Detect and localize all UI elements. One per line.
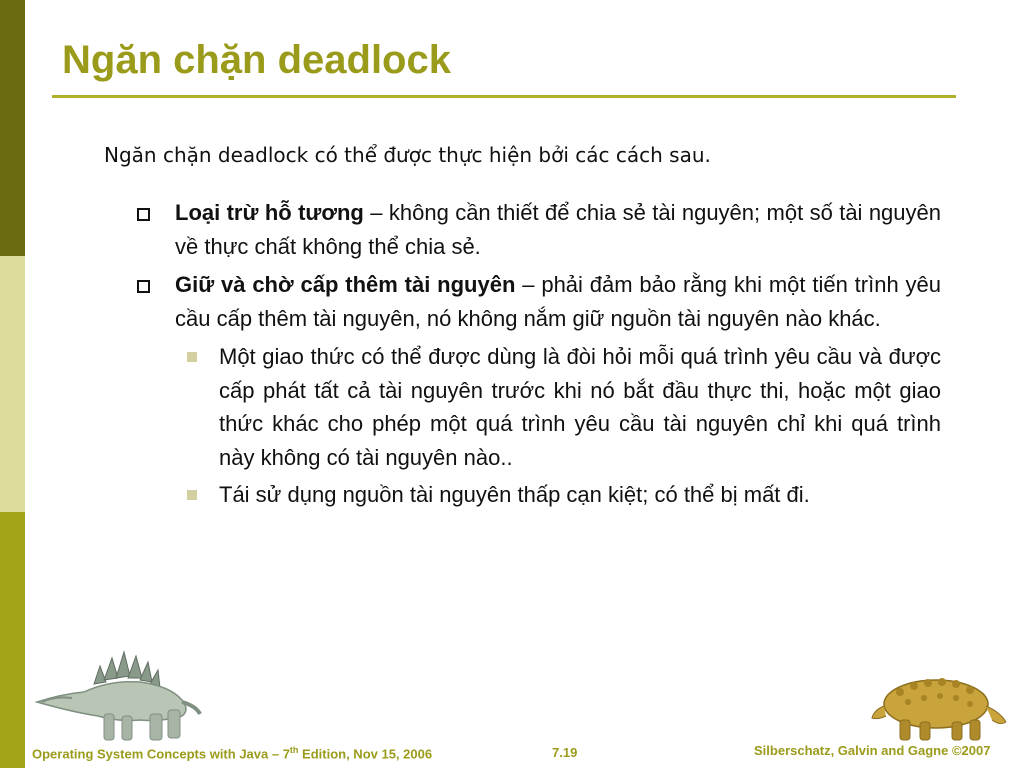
solid-square-bullet-icon (187, 352, 197, 362)
left-bar-top (0, 0, 25, 256)
footer-page-number: 7.19 (552, 745, 578, 760)
intro-text: Ngăn chặn deadlock có thể được thực hiện bởi các cách sau. (104, 143, 711, 167)
left-bar-middle (0, 256, 25, 512)
slide-title: Ngăn chặn deadlock (62, 38, 451, 82)
footer-book-title-text: Operating System Concepts with Java – 7 (32, 746, 290, 762)
bullet-term: Giữ và chờ cấp thêm tài nguyên (175, 272, 516, 297)
footer-book-title (32, 745, 432, 761)
title-underline (52, 95, 956, 98)
bullet-text: – phải đảm bảo rằng khi một tiến trình yêu cầu cấp thêm tài nguyên, nó không nắm giữ nguồn tài nguyên nào khác. (175, 272, 942, 331)
sub-bullet-text: Tái sử dụng nguồn tài nguyên thấp cạn kiệt; có thể bị mất đi. (219, 482, 810, 507)
bullet-item-mutual-exclusion (133, 196, 941, 263)
footer-copyright: Silberschatz, Galvin and Gagne ©2007 (754, 743, 991, 758)
sub-bullet-text: Một giao thức có thể được dùng là đòi hỏi mỗi quá trình yêu cầu và được cấp phát tất cả tài nguyên trước khi nó bắt đầu thực thi, hoặc một giao thức khác cho phép một quá trình yêu cầu tài nguyên chỉ khi quá trình này không có tài nguyên nào.. (219, 344, 941, 470)
hollow-square-bullet-icon (137, 280, 150, 293)
bullet-text: – không cần thiết để chia sẻ tài nguyên; một số tài nguyên về thực chất không thể chia sẻ. (175, 200, 942, 259)
footer-edition-text: Edition, Nov 15, 2006 (298, 746, 433, 762)
sub-bullet-starvation (133, 478, 941, 512)
footer-edition-sup: th (289, 745, 299, 755)
bullet-list (133, 196, 941, 516)
left-bar-bottom (0, 512, 25, 768)
sub-bullet-protocol (133, 340, 941, 474)
solid-square-bullet-icon (187, 490, 197, 500)
hollow-square-bullet-icon (137, 208, 150, 221)
bullet-item-hold-and-wait (133, 268, 941, 335)
stegosaurus-icon (32, 636, 202, 746)
ankylosaurus-icon (870, 666, 1010, 746)
bullet-term: Loại trừ hỗ tương (175, 200, 364, 225)
